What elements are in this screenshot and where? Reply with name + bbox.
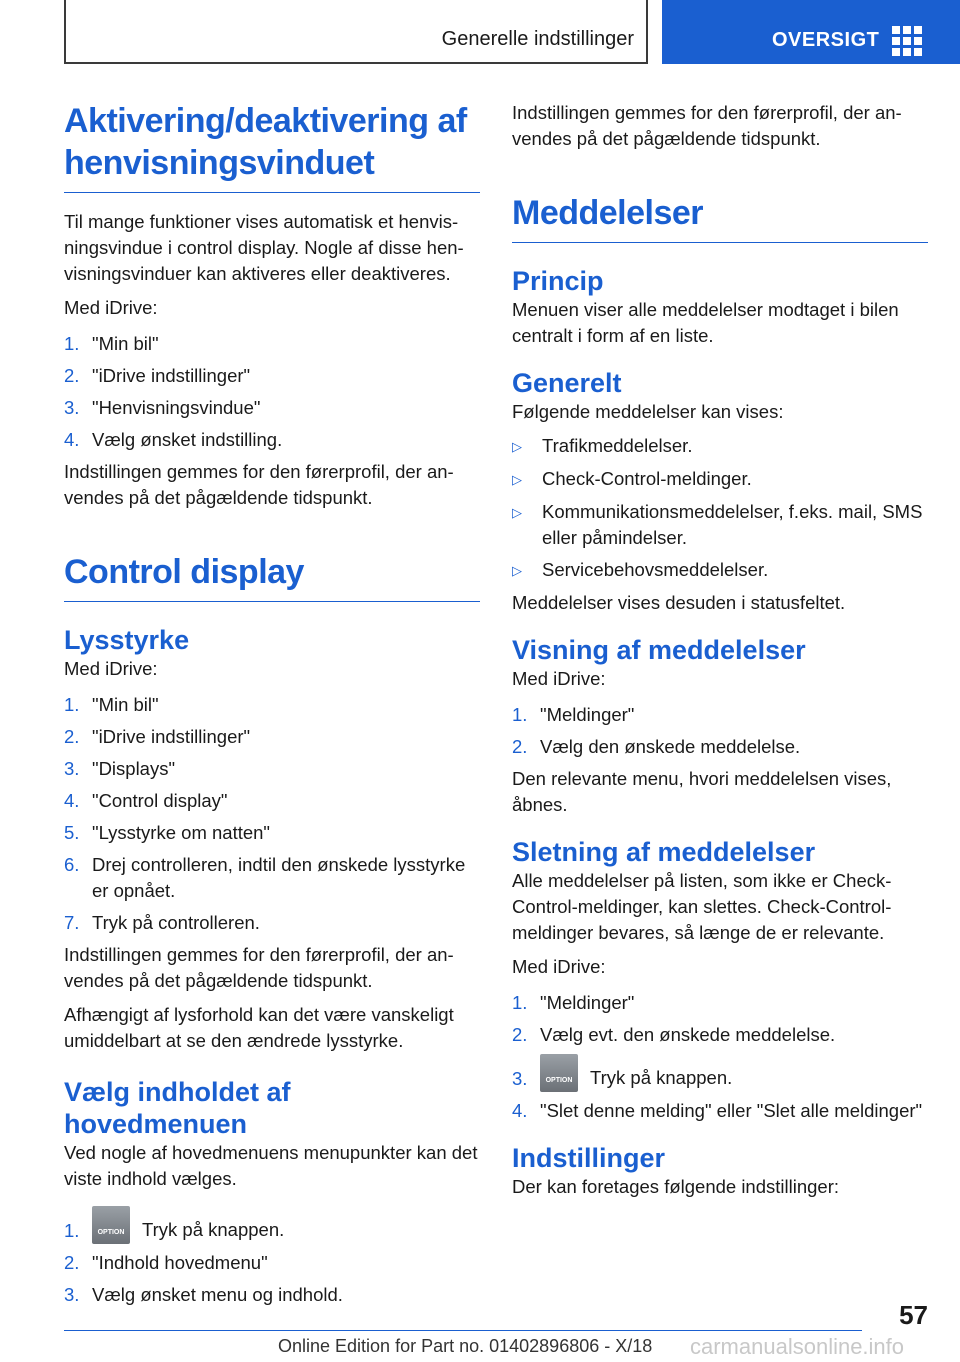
with-idrive: Med iDrive:: [512, 956, 606, 977]
overview-label: OVERSIGT: [772, 29, 880, 51]
note-paragraph: Indstillingen gemmes for den førerprofil, der anvendes på det pågældende tidspunkt.: [64, 461, 454, 508]
princip-text: Menuen viser alle meddelelser modtaget i bilen centralt i form af en liste.: [512, 299, 899, 346]
heading-lysstyrke: Lysstyrke: [64, 625, 190, 655]
with-idrive: Med iDrive:: [64, 297, 158, 318]
message-types-list: [512, 433, 928, 584]
list-item: 7. Tryk på controlleren.: [64, 912, 260, 933]
intro-paragraph: Ved nogle af hovedmenuens menupunkter kan det viste indhold vælges.: [64, 1142, 478, 1189]
list-item: ▷ Kommunikationsmeddelelser, f.eks. mail, SMS eller påmindelser.: [512, 501, 923, 548]
heading-control-display: Control display: [64, 551, 480, 602]
list-item: 2. Vælg den ønskede meddelelse.: [512, 736, 801, 757]
option-button-icon: [92, 1206, 130, 1244]
option-button-icon: [540, 1054, 578, 1092]
list-item: 3. Vælg ønsket menu og indhold.: [64, 1284, 343, 1305]
heading-henvisningsvindue: Aktivering/deaktivering af henvisningsvinduet: [64, 100, 480, 193]
left-column: [64, 100, 480, 1308]
list-item: 2. Vælg evt. den ønskede meddelelse.: [512, 1024, 836, 1045]
steps-list: [512, 990, 928, 1124]
list-item: 2. "iDrive indstillinger": [64, 365, 251, 386]
watermark: carmanualsonline.info: [690, 1334, 905, 1359]
heading-visning: Visning af meddelelser: [512, 635, 806, 665]
note-paragraph: Afhængigt af lysforhold kan det være vanskeligt umiddelbart at se den ændrede lysstyrke.: [64, 1004, 454, 1051]
steps-list: [512, 702, 928, 760]
note-paragraph: Indstillingen gemmes for den førerprofil, der anvendes på det pågældende tidspunkt.: [512, 102, 902, 149]
list-item: 5. "Lysstyrke om natten": [64, 822, 270, 843]
steps-list: [64, 692, 480, 936]
list-item: ▷ Servicebehovsmeddelelser.: [512, 559, 769, 580]
with-idrive: Med iDrive:: [512, 668, 606, 689]
intro-paragraph: Til mange funktioner vises automatisk et henvisningsvindue i control display. Nogle af disse henvisningsvinduer kan aktiveres eller deaktiveres.: [64, 211, 464, 284]
heading-generelt: Generelt: [512, 368, 622, 398]
list-item: 1. OPTION Tryk på knappen.: [64, 1206, 480, 1244]
list-item: 2. "Indhold hovedmenu": [64, 1252, 268, 1273]
steps-list: [64, 331, 480, 453]
indstillinger-text: Der kan foretages følgende indstillinger:: [512, 1176, 840, 1197]
list-item: 3. "Henvisningsvindue": [64, 397, 261, 418]
note-paragraph: Meddelelser vises desuden i statusfeltet.: [512, 592, 846, 613]
list-item: 4. "Control display": [64, 790, 228, 811]
list-item: ▷ Trafikmeddelelser.: [512, 435, 693, 456]
heading-meddelelser: Meddelelser: [512, 192, 928, 243]
header-section-box: [64, 0, 648, 64]
list-item: 4. Vælg ønsket indstilling.: [64, 429, 283, 450]
footer-divider: [64, 1330, 862, 1331]
footer-edition: Online Edition for Part no. 01402896806 - X/18: [278, 1336, 653, 1356]
grid-icon: [892, 26, 922, 56]
list-item: 2. "iDrive indstillinger": [64, 726, 251, 747]
overview-button[interactable]: [662, 0, 960, 64]
list-item: 1. "Meldinger": [512, 992, 635, 1013]
heading-indstillinger: Indstillinger: [512, 1143, 666, 1173]
heading-sletning: Sletning af meddelelser: [512, 837, 816, 867]
list-item: 1. "Min bil": [64, 333, 159, 354]
page-number: 57: [899, 1300, 928, 1330]
with-idrive: Med iDrive:: [64, 658, 158, 679]
heading-hovedmenu: Vælg indholdet af hovedmenuen: [64, 1077, 291, 1139]
steps-list: [64, 1206, 480, 1308]
list-item: 3. OPTION Tryk på knappen.: [512, 1054, 928, 1092]
right-column: [512, 100, 928, 1200]
list-item: 1. "Min bil": [64, 694, 159, 715]
list-item: ▷ Check-Control-meldinger.: [512, 468, 752, 489]
list-item: 1. "Meldinger": [512, 704, 635, 725]
generelt-intro: Følgende meddelelser kan vises:: [512, 401, 784, 422]
section-title: Generelle indstillinger: [441, 28, 634, 50]
list-item: 4. "Slet denne melding" eller "Slet alle meldinger": [512, 1100, 923, 1121]
note-paragraph: Indstillingen gemmes for den førerprofil, der anvendes på det pågældende tidspunkt.: [64, 944, 454, 991]
list-item: 6. Drej controlleren, indtil den ønskede lysstyrke er opnået.: [64, 854, 466, 901]
note-paragraph: Den relevante menu, hvori meddelelsen vises, åbnes.: [512, 768, 892, 815]
sletning-intro: Alle meddelelser på listen, som ikke er Check-Control-meldinger, kan slettes. Check-Control-meldinger bevares, så længe de er relevante.: [512, 870, 892, 943]
heading-princip: Princip: [512, 266, 604, 296]
list-item: 3. "Displays": [64, 758, 176, 779]
